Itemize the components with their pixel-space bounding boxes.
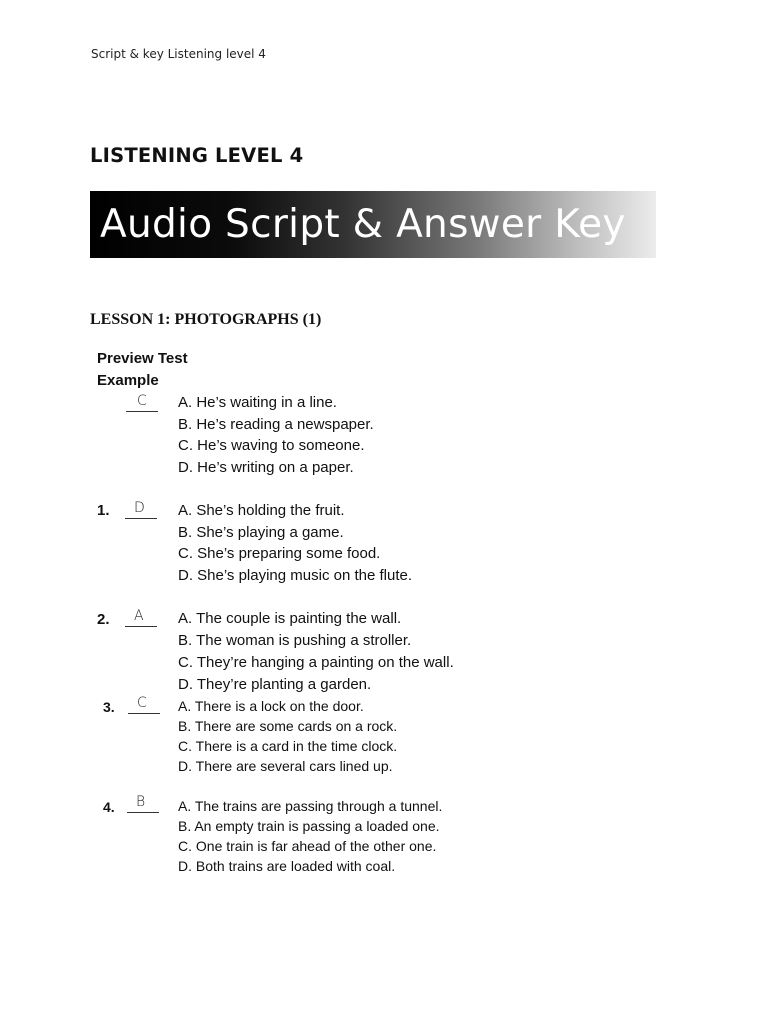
example-choice-c: C. He’s waving to someone. (178, 437, 365, 454)
question-number: 2. (97, 611, 110, 628)
choice-c: C. There is a card in the time clock. (178, 738, 398, 754)
question-answer: D (134, 500, 145, 516)
example-heading: Example (97, 372, 159, 389)
choice-c: C. She’s preparing some food. (178, 545, 381, 562)
choice-c: C. One train is far ahead of the other one. (178, 838, 437, 854)
question-answer: A (134, 608, 144, 624)
choice-a: A. The couple is painting the wall. (178, 610, 402, 627)
choice-d: D. Both trains are loaded with coal. (178, 858, 396, 874)
choice-d: D. They’re planting a garden. (178, 676, 372, 693)
choice-b: B. An empty train is passing a loaded one. (178, 818, 440, 834)
choice-b: B. The woman is pushing a stroller. (178, 632, 412, 649)
document-title: LISTENING LEVEL 4 (90, 144, 304, 167)
choice-b: B. She’s playing a game. (178, 524, 344, 541)
choice-a: A. The trains are passing through a tunnel. (178, 798, 443, 814)
example-choice-a: A. He’s waiting in a line. (178, 394, 337, 411)
header-note: Script & key Listening level 4 (91, 47, 266, 61)
question-answer: C (137, 695, 147, 711)
preview-test-heading: Preview Test (97, 350, 188, 367)
banner-text: Audio Script & Answer Key (100, 202, 626, 247)
example-answer: C (137, 393, 147, 409)
question-number: 4. (103, 799, 115, 815)
choice-d: D. She’s playing music on the flute. (178, 567, 413, 584)
question-number: 1. (97, 502, 110, 519)
example-choice-b: B. He’s reading a newspaper. (178, 416, 374, 433)
question-number: 3. (103, 699, 115, 715)
lesson-title: LESSON 1: PHOTOGRAPHS (1) (90, 311, 322, 328)
title-banner (90, 191, 656, 258)
choice-b: B. There are some cards on a rock. (178, 718, 398, 734)
choice-a: A. She’s holding the fruit. (178, 502, 345, 519)
example-choice-d: D. He’s writing on a paper. (178, 459, 354, 476)
choice-a: A. There is a lock on the door. (178, 698, 364, 714)
choice-c: C. They’re hanging a painting on the wall. (178, 654, 454, 671)
question-answer: B (136, 794, 146, 810)
choice-d: D. There are several cars lined up. (178, 758, 393, 774)
